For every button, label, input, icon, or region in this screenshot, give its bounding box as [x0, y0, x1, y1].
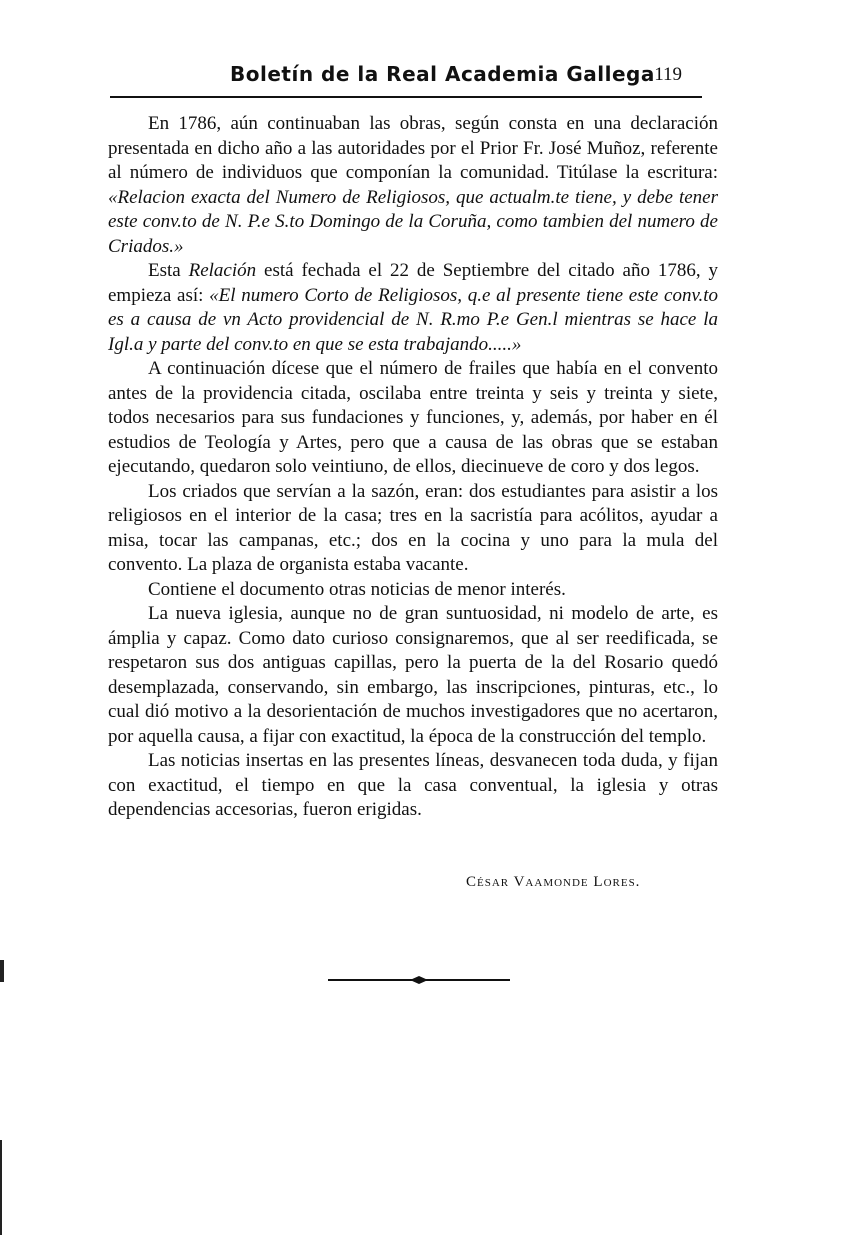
margin-scan-mark	[0, 960, 4, 982]
article-body	[108, 112, 718, 823]
paragraph	[108, 112, 718, 259]
running-header	[110, 60, 702, 98]
paragraph-text: En 1786, aún continuaban las obras, según consta en una declaración presentada en dicho año a las autoridades por el Prior Fr. José Muñoz, referente al número de individuos que componían la comunidad. Titúlase la escritura:	[108, 113, 718, 183]
italic-quote: «Relacion exacta del Numero de Religiosos, que actualm.te tiene, y debe tener este conv.to de N. P.e S.to Domingo de la Coruña, como tambien del numero de Criados.»	[108, 186, 718, 257]
end-ornament-divider	[328, 975, 510, 985]
author-signature: César Vaamonde Lores.	[466, 874, 641, 890]
paragraph-text: Contiene el documento otras noticias de menor interés.	[148, 578, 566, 600]
margin-scan-mark	[0, 1140, 2, 1235]
paragraph-text: Las noticias insertas en las presentes líneas, desvanecen toda duda, y fijan con exactitud, el tiempo en que la casa conventual, la iglesia y otras dependencias accesorias, fueron erigidas.	[108, 750, 718, 820]
paragraph	[108, 357, 718, 480]
paragraph-text: Esta	[148, 260, 189, 281]
page-number: 119	[654, 64, 682, 85]
italic-quote: «El numero Corto de Religiosos, q.e al presente tiene este conv.to es a causa de vn Acto providencial de N. R.mo P.e Gen.l mientras se hace la Igl.a y parte del conv.to en que se esta trabajando.....»	[108, 284, 718, 355]
paragraph	[108, 602, 718, 749]
paragraph	[108, 578, 718, 603]
paragraph	[108, 480, 718, 578]
paragraph-text: está fechada el 22 de Septiembre del citado año 1786, y empieza así:	[108, 260, 719, 306]
paragraph	[108, 749, 718, 823]
paragraph-text: A continuación dícese que el número de frailes que había en el convento antes de la providencia citada, oscilaba entre treinta y seis y treinta y siete, todos necesarios para sus fundaciones y funciones, y, además, por haber en él estudios de Teología y Artes, pero que a causa de las obras que se estaban ejecutando, quedaron solo veintiuno, de ellos, diecinueve de coro y dos legos.	[108, 358, 718, 477]
paragraph	[108, 259, 718, 357]
paragraph-text: La nueva iglesia, aunque no de gran suntuosidad, ni modelo de arte, es ámplia y capaz. Como dato curioso consignaremos, que al ser reedificada, se respetaron sus dos antiguas capillas, pero la puerta de la del Rosario quedó desemplazada, conservando, sin embargo, las inscripciones, pinturas, etc., lo cual dió motivo a la desorientación de muchos investigadores que no acertaron, por aquella causa, a fijar con exactitud, la época de la construcción del templo.	[108, 603, 718, 747]
paragraph-text: Los criados que servían a la sazón, eran: dos estudiantes para asistir a los religiosos en el interior de la casa; tres en la sacristía para acólitos, ayudar a misa, tocar las campanas, etc.; dos en la cocina y uno para la mula del convento. La plaza de organista estaba vacante.	[108, 480, 718, 575]
italic-quote: Relación	[188, 260, 257, 281]
journal-title: Boletín de la Real Academia Gallega	[230, 62, 655, 86]
